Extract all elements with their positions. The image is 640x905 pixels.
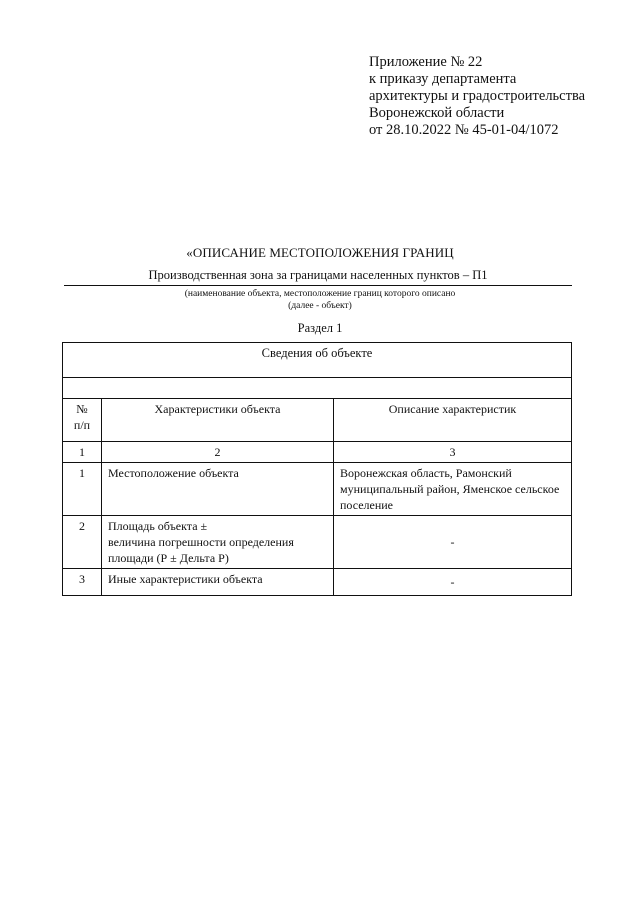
table-empty-row [63, 378, 572, 399]
appendix-region-line: Воронежской области [369, 105, 505, 121]
section-label: Раздел 1 [297, 321, 343, 335]
header-characteristic: Характеристики объекта [102, 399, 334, 442]
object-name: Производственная зона за границами населенных пунктов – П1 [64, 268, 572, 286]
row-characteristic-line2: величина погрешности определения [108, 535, 294, 549]
row-characteristic: Иные характеристики объекта [102, 569, 334, 596]
row-description: - [334, 569, 572, 596]
table-row [63, 569, 572, 596]
appendix-date-line: от 28.10.2022 № 45-01-04/1072 [369, 122, 559, 138]
row-description: Воронежская область, Рамонский муниципальный район, Яменское сельское поселение [334, 463, 572, 516]
appendix-department-line: архитектуры и градостроительства [369, 88, 586, 104]
header-num [63, 399, 102, 442]
header-num-line2: п/п [73, 418, 91, 432]
object-note-line2: (далее - объект) [288, 301, 352, 311]
table-row [63, 463, 572, 516]
object-note-line1: (наименование объекта, местоположение границ которого описано [184, 289, 456, 299]
appendix-number: Приложение № 22 [369, 54, 483, 70]
column-number-2: 2 [102, 442, 334, 463]
row-num: 2 [63, 516, 102, 569]
table-header-row [63, 399, 572, 442]
table-row [63, 516, 572, 569]
header-description: Описание характеристик [334, 399, 572, 442]
row-characteristic-line1: Площадь объекта ± [108, 519, 208, 533]
header-num-line1: № [76, 402, 88, 416]
table-title: Сведения об объекте [63, 343, 572, 378]
row-characteristic-line3: площади (Р ± Дельта Р) [108, 551, 229, 565]
table-column-numbers-row [63, 442, 572, 463]
table-title-row [63, 343, 572, 378]
column-number-1: 1 [63, 442, 102, 463]
column-number-3: 3 [334, 442, 572, 463]
table-empty-cell [63, 378, 572, 399]
document-title: «ОПИСАНИЕ МЕСТОПОЛОЖЕНИЯ ГРАНИЦ [186, 245, 454, 260]
row-description: - [334, 516, 572, 569]
row-characteristic [102, 516, 334, 569]
object-info-table [62, 342, 572, 596]
row-characteristic: Местоположение объекта [102, 463, 334, 516]
object-name-note [0, 288, 640, 312]
row-num: 1 [63, 463, 102, 516]
row-num: 3 [63, 569, 102, 596]
appendix-header [369, 54, 585, 139]
appendix-order-line: к приказу департамента [369, 71, 517, 87]
